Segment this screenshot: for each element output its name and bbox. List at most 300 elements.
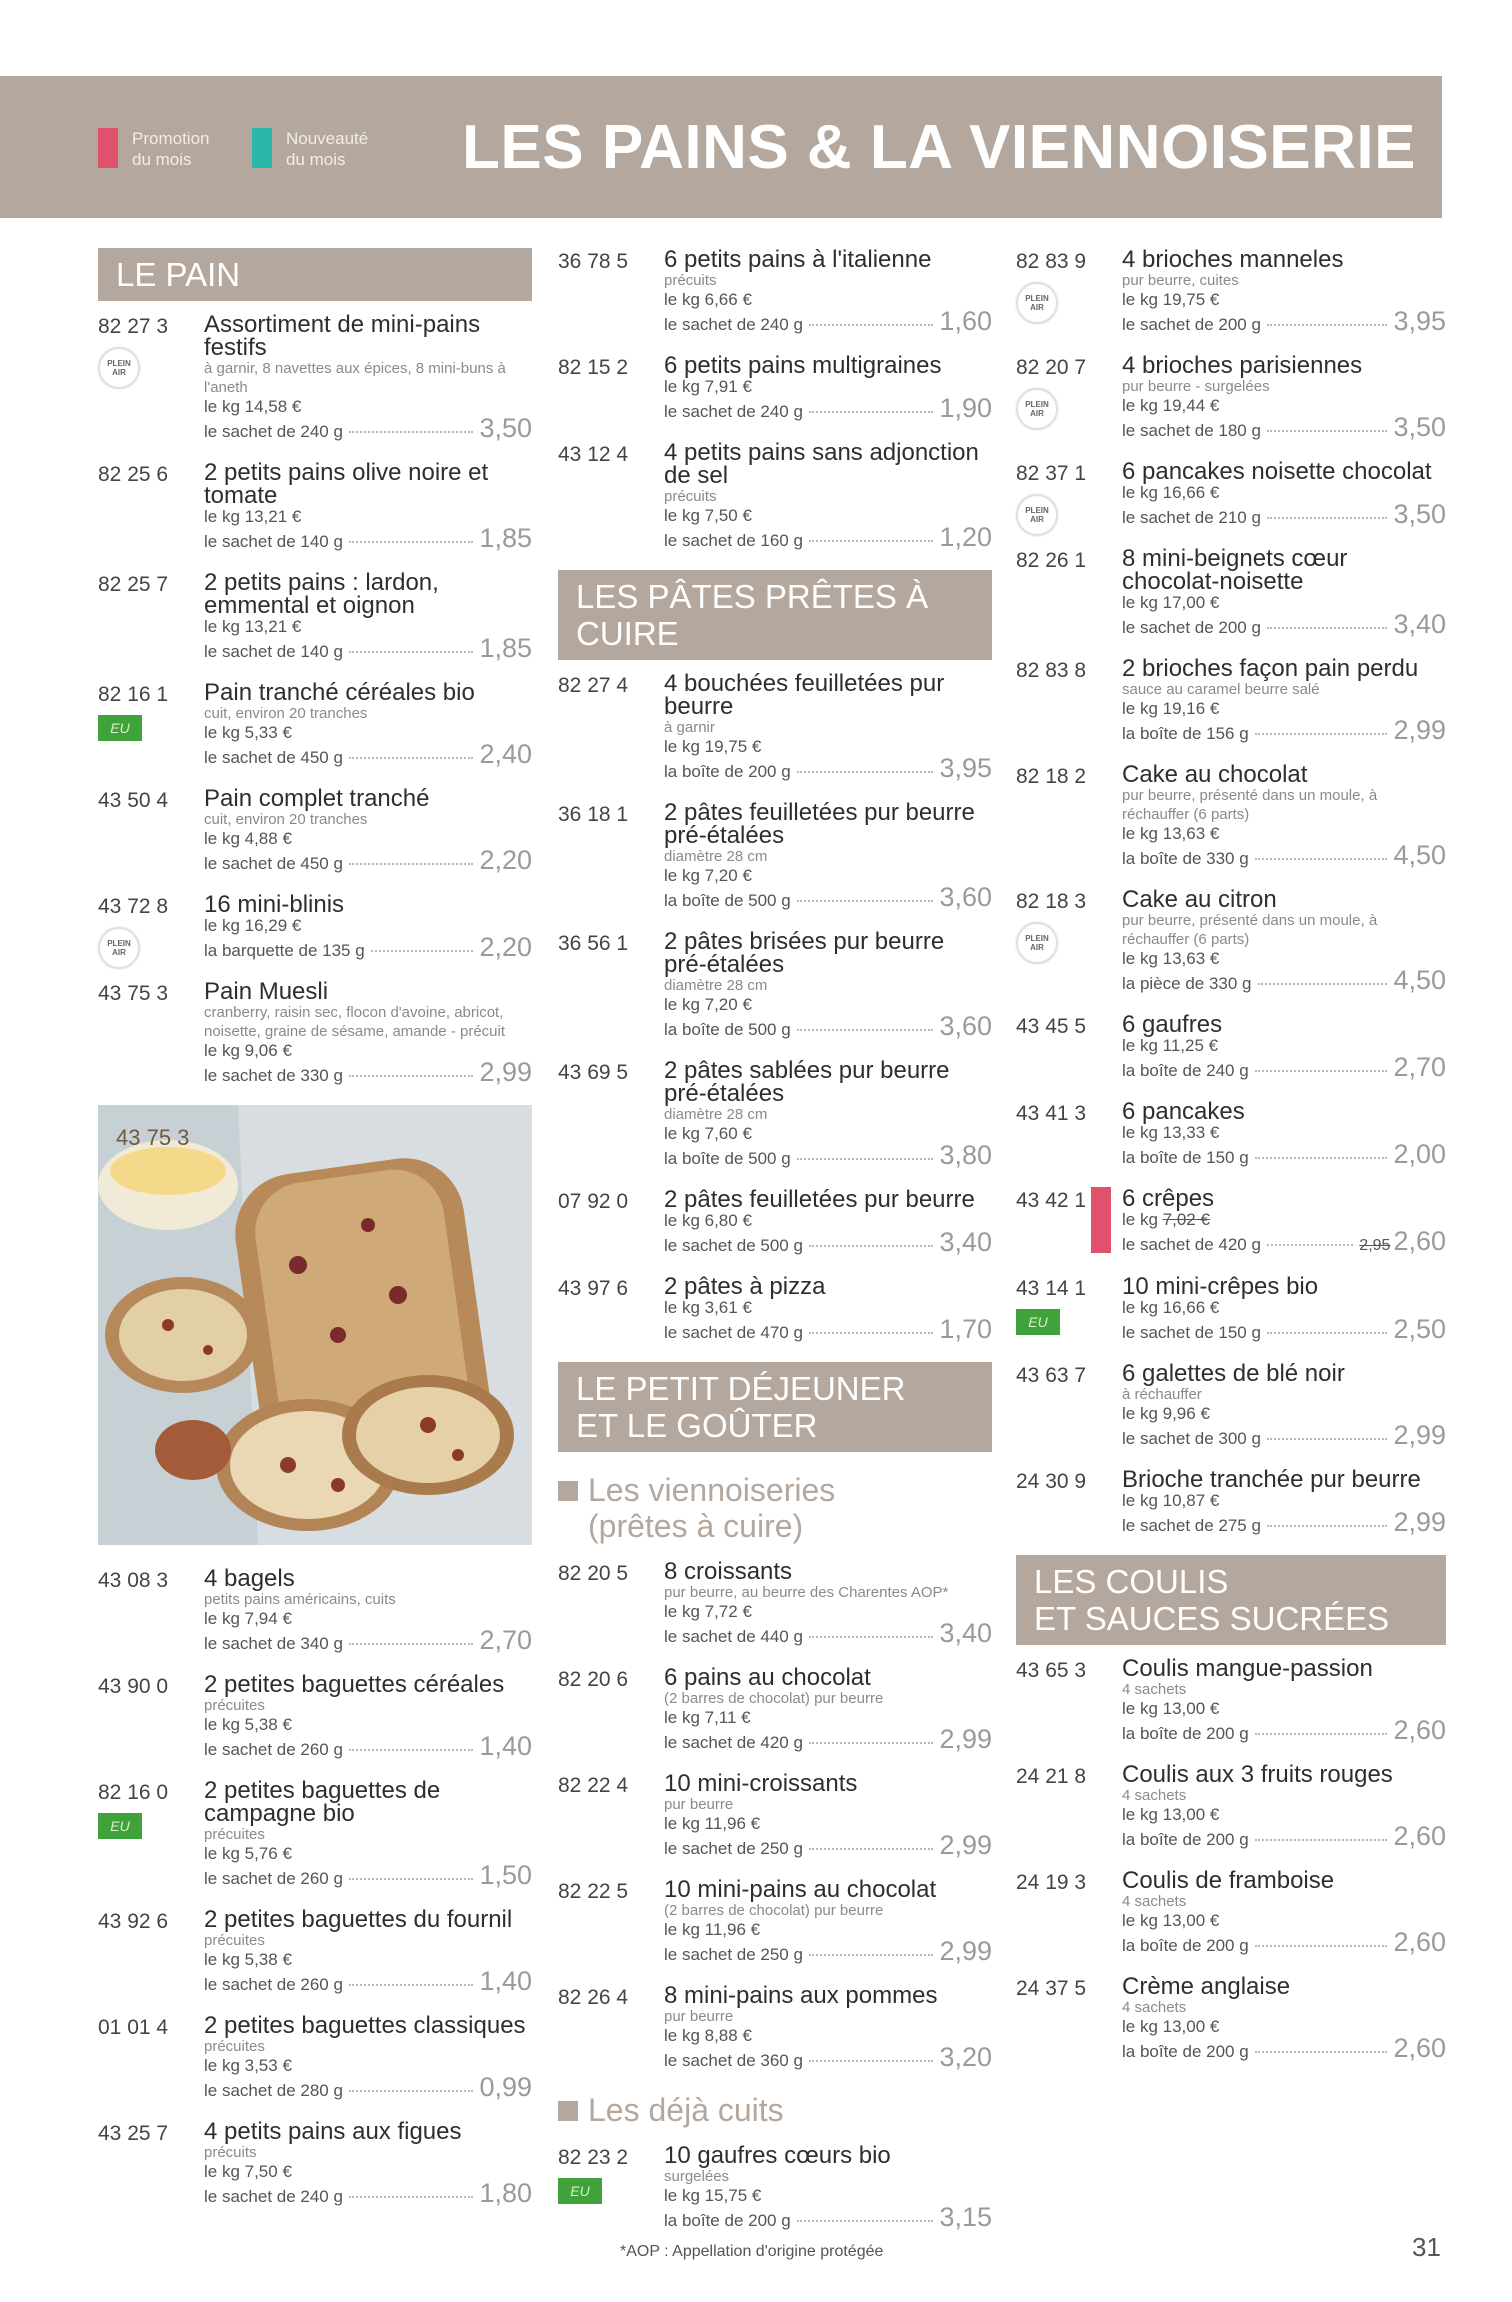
price-per-kg: le kg 7,50 €: [664, 506, 752, 525]
bio-label-text: EU: [570, 2183, 590, 2199]
price-row: [1122, 609, 1446, 639]
price-row: [204, 1625, 532, 1655]
product-price: 1,20: [939, 522, 992, 552]
old-price: 2,95: [1359, 1237, 1391, 1254]
baguettes-list: [98, 1567, 532, 2208]
product-description: diamètre 28 cm: [664, 1106, 768, 1123]
product-price: 2,40: [479, 739, 532, 769]
product-description: précuites: [204, 2038, 265, 2055]
price-row: [1122, 1052, 1446, 1082]
price-per-kg: le kg 13,21 €: [204, 617, 302, 636]
column-2: [558, 232, 992, 2250]
product-price: 1,50: [479, 1860, 532, 1890]
legend-nouveaute: [252, 128, 368, 170]
product-code: 82 20 7: [1016, 356, 1087, 379]
package-size: la barquette de 135 g: [204, 941, 365, 960]
dot-leader: [349, 541, 473, 543]
price-per-kg: le kg 19,44 €: [1122, 396, 1220, 415]
product-item: [558, 354, 992, 423]
price-row: [1122, 715, 1446, 745]
product-description: 4 sachets: [1122, 1999, 1187, 2016]
product-price: 3,40: [939, 1227, 992, 1257]
pates-list: [558, 672, 992, 1344]
product-description: précuites: [204, 1697, 265, 1714]
product-price: 2,20: [479, 845, 532, 875]
price-row: [664, 306, 992, 336]
price-row: [204, 739, 532, 769]
product-title: 2 petites baguettes classiques: [204, 2012, 526, 2039]
plein-air-text: PLEIN AIR: [1025, 506, 1049, 524]
price-per-kg: le kg 16,66 €: [1122, 483, 1220, 502]
package-size: le sachet de 250 g: [664, 1945, 803, 1964]
promotion-marker: [1091, 1187, 1111, 1253]
package-size: le sachet de 340 g: [204, 1634, 343, 1653]
product-description: cranberry, raisin sec, flocon d'avoine, abricot, noisette, graine de sésame, amande - précuit: [204, 1004, 506, 1040]
column-3: [1016, 232, 1446, 2081]
price-per-kg: le kg 6,66 €: [664, 290, 752, 309]
dot-leader: [349, 1749, 473, 1751]
product-item: [558, 1878, 992, 1966]
subsection-viennoiseries-line1: Les viennoiseries: [588, 1472, 836, 1508]
product-item: [1016, 888, 1446, 995]
product-item: [558, 2144, 992, 2232]
package-size: la boîte de 330 g: [1122, 849, 1249, 868]
product-code: 43 45 5: [1016, 1015, 1087, 1038]
product-code: 24 21 8: [1016, 1765, 1087, 1788]
dot-leader: [809, 411, 933, 413]
product-title: 8 mini-beignets cœur chocolat-noisette: [1122, 545, 1348, 595]
dot-leader: [1255, 1839, 1388, 1841]
coulis-list: [1016, 1657, 1446, 2063]
price-per-kg: le kg 17,00 €: [1122, 593, 1220, 612]
price-row: [664, 1227, 992, 1257]
product-description: à garnir: [664, 719, 715, 736]
product-item: [1016, 1468, 1446, 1537]
product-title: 2 petites baguettes céréales: [204, 1671, 505, 1698]
product-price: 2,99: [939, 1830, 992, 1860]
product-item: [1016, 354, 1446, 442]
price-per-kg: le kg 16,29 €: [204, 916, 302, 935]
product-code: 82 26 1: [1016, 549, 1087, 572]
dot-leader: [1267, 517, 1387, 519]
price-per-kg: le kg 5,76 €: [204, 1844, 292, 1863]
price-per-kg: le kg 7,91 €: [664, 377, 752, 396]
package-size: le sachet de 140 g: [204, 532, 343, 551]
product-item: [98, 571, 532, 663]
price-row: [204, 1860, 532, 1890]
product-title: 8 mini-pains aux pommes: [664, 1982, 938, 2009]
product-code: 82 25 7: [98, 573, 169, 596]
product-title: 2 pâtes sablées pur beurre pré-étalées: [664, 1057, 950, 1107]
product-title: 2 pâtes à pizza: [664, 1273, 826, 1300]
product-description: pur beurre, au beurre des Charentes AOP*: [664, 1584, 949, 1601]
page-number: 31: [1412, 2232, 1441, 2262]
product-title: 4 bagels: [204, 1565, 295, 1592]
legend-nouveaute-line2: du mois: [286, 150, 346, 169]
product-title: Coulis aux 3 fruits rouges: [1122, 1761, 1393, 1788]
product-title: 10 gaufres cœurs bio: [664, 2142, 891, 2169]
product-price: 2,99: [1393, 1507, 1446, 1537]
price-row: [204, 1057, 532, 1087]
product-title: 6 pains au chocolat: [664, 1664, 871, 1691]
price-per-kg: le kg 19,75 €: [1122, 290, 1220, 309]
dot-leader: [1267, 1332, 1387, 1334]
dot-leader: [349, 757, 473, 759]
product-item: [1016, 1763, 1446, 1851]
product-description: 4 sachets: [1122, 1893, 1187, 1910]
price-row: [664, 882, 992, 912]
product-code: 43 42 1: [1016, 1189, 1087, 1212]
price-per-kg: le kg 5,33 €: [204, 723, 292, 742]
price-per-kg: le kg 9,96 €: [1122, 1404, 1210, 1423]
product-price: 2,60: [1393, 1821, 1446, 1851]
product-code: 24 37 5: [1016, 1977, 1087, 2000]
price-row: [1122, 1420, 1446, 1450]
product-price: 1,40: [479, 1966, 532, 1996]
product-item: [98, 461, 532, 553]
package-size: le sachet de 160 g: [664, 531, 803, 550]
package-size: le sachet de 275 g: [1122, 1516, 1261, 1535]
product-price: 3,95: [1393, 306, 1446, 336]
product-code: 82 26 4: [558, 1986, 629, 2009]
product-title: 2 petits pains : lardon, emmental et oignon: [204, 569, 439, 619]
plein-air-icon: [1016, 282, 1058, 324]
product-description: (2 barres de chocolat) pur beurre: [664, 1690, 884, 1707]
dot-leader: [1267, 1244, 1353, 1246]
product-item: [98, 1908, 532, 1996]
product-code: 82 22 4: [558, 1774, 629, 1797]
package-size: le sachet de 150 g: [1122, 1323, 1261, 1342]
package-size: la boîte de 200 g: [664, 2211, 791, 2230]
plein-air-text: PLEIN AIR: [1025, 400, 1049, 418]
price-per-kg: le kg 13,00 €: [1122, 2017, 1220, 2036]
product-price: 2,99: [1393, 1420, 1446, 1450]
price-per-kg: le kg 13,63 €: [1122, 824, 1220, 843]
product-title: Assortiment de mini-pains festifs: [204, 311, 481, 361]
product-price: 3,40: [939, 1618, 992, 1648]
product-description: précuits: [664, 488, 717, 505]
product-description: 4 sachets: [1122, 1787, 1187, 1804]
package-size: le sachet de 210 g: [1122, 508, 1261, 527]
dot-leader: [349, 1643, 473, 1645]
product-code: 36 18 1: [558, 803, 629, 826]
price-row: [664, 522, 992, 552]
dot-leader: [1255, 858, 1388, 860]
dot-leader: [1255, 1157, 1388, 1159]
price-row: [664, 2202, 992, 2232]
product-price: 3,50: [1393, 499, 1446, 529]
price-per-kg: le kg 3,61 €: [664, 1298, 752, 1317]
page-header: [0, 76, 1442, 218]
section-coulis-line1: LES COULIS: [1034, 1563, 1229, 1600]
product-code: 43 97 6: [558, 1277, 629, 1300]
product-item: [558, 672, 992, 783]
price-row: [664, 393, 992, 423]
price-row: [1122, 1927, 1446, 1957]
product-title: 6 gaufres: [1122, 1011, 1223, 1038]
product-title: Cake au citron: [1122, 886, 1277, 913]
product-code: 43 41 3: [1016, 1102, 1087, 1125]
footnote-aop: *AOP : Appellation d'origine protégée: [620, 2243, 884, 2260]
dot-leader: [1267, 1438, 1387, 1440]
product-code: 36 78 5: [558, 250, 629, 273]
viennoiseries-list: [558, 1560, 992, 2072]
package-size: la boîte de 200 g: [1122, 2042, 1249, 2061]
product-code: 82 83 8: [1016, 659, 1087, 682]
price-per-kg: le kg 19,75 €: [664, 737, 762, 756]
price-row: [664, 1830, 992, 1860]
product-price: 3,95: [939, 753, 992, 783]
product-code: 43 63 7: [1016, 1364, 1087, 1387]
product-title: 2 pâtes feuilletées pur beurre pré-étalées: [664, 799, 975, 849]
product-description: diamètre 28 cm: [664, 848, 768, 865]
product-title: 6 crêpes: [1122, 1185, 1215, 1212]
product-description: pur beurre, présenté dans un moule, à réchauffer (6 parts): [1122, 787, 1378, 823]
product-title: Coulis de framboise: [1122, 1867, 1335, 1894]
product-title: 4 brioches parisiennes: [1122, 352, 1363, 379]
price-per-kg: le kg 13,00 €: [1122, 1805, 1220, 1824]
product-title: Pain Muesli: [204, 978, 329, 1005]
product-title: 2 petites baguettes du fournil: [204, 1906, 513, 1933]
package-size: la boîte de 200 g: [664, 762, 791, 781]
package-size: le sachet de 360 g: [664, 2051, 803, 2070]
product-item: [558, 801, 992, 912]
viennoiserie-sucree-list: [1016, 248, 1446, 1537]
package-size: le sachet de 470 g: [664, 1323, 803, 1342]
product-item: [1016, 1013, 1446, 1082]
price-row: [664, 1618, 992, 1648]
product-code: 43 50 4: [98, 789, 169, 812]
price-per-kg: le kg 13,21 €: [204, 507, 302, 526]
dot-leader: [371, 950, 474, 952]
product-title: 10 mini-pains au chocolat: [664, 1876, 937, 1903]
product-title: 6 galettes de blé noir: [1122, 1360, 1345, 1387]
section-coulis-line2: ET SAUCES SUCRÉES: [1034, 1600, 1390, 1637]
product-item: [98, 980, 532, 1087]
product-code: 43 92 6: [98, 1910, 169, 1933]
product-title: 6 pancakes: [1122, 1098, 1245, 1125]
package-size: le sachet de 260 g: [204, 1975, 343, 1994]
page-title: LES PAINS & LA VIENNOISERIE: [462, 113, 1416, 182]
dot-leader: [349, 431, 473, 433]
product-item: [98, 313, 532, 443]
price-row: [1122, 1314, 1446, 1344]
legend-promotion-line2: du mois: [132, 150, 192, 169]
product-description: précuites: [204, 1826, 265, 1843]
price-row: [664, 1011, 992, 1041]
product-code: 36 56 1: [558, 932, 629, 955]
price-row: [1122, 1507, 1446, 1537]
subsection-viennoiseries: [558, 1472, 992, 1544]
subsection-bullet-icon: [558, 2101, 578, 2121]
price-per-kg: le kg 4,88 €: [204, 829, 292, 848]
product-description: 4 sachets: [1122, 1681, 1187, 1698]
dot-leader: [349, 1878, 473, 1880]
bio-label-text: EU: [110, 720, 130, 736]
product-price: 3,80: [939, 1140, 992, 1170]
product-code: 07 92 0: [558, 1190, 629, 1213]
price-per-kg: le kg 19,16 €: [1122, 699, 1220, 718]
price-per-kg: le kg 6,80 €: [664, 1211, 752, 1230]
product-code: 82 18 2: [1016, 765, 1087, 788]
product-price: 2,60: [1393, 2033, 1446, 2063]
package-size: la boîte de 500 g: [664, 1020, 791, 1039]
product-title: 2 petites baguettes de campagne bio: [204, 1777, 441, 1827]
product-price: 1,85: [479, 633, 532, 663]
dot-leader: [809, 540, 933, 542]
price-per-kg: le kg 7,72 €: [664, 1602, 752, 1621]
price-per-kg: le kg 7,94 €: [204, 1609, 292, 1628]
price-per-kg: le kg 7,20 €: [664, 866, 752, 885]
price-row: [204, 633, 532, 663]
dot-leader: [1255, 1070, 1388, 1072]
product-item: [98, 1673, 532, 1761]
dot-leader: [349, 2090, 473, 2092]
dot-leader: [797, 2220, 934, 2222]
product-price: 2,70: [479, 1625, 532, 1655]
promotion-swatch: [98, 128, 118, 168]
product-price: 1,85: [479, 523, 532, 553]
product-title: 2 brioches façon pain perdu: [1122, 655, 1419, 682]
bread-photo-image: [98, 1105, 532, 1545]
product-title: Cake au chocolat: [1122, 761, 1308, 788]
package-size: la boîte de 200 g: [1122, 1936, 1249, 1955]
product-item: [558, 930, 992, 1041]
package-size: le sachet de 440 g: [664, 1627, 803, 1646]
product-code: 43 72 8: [98, 895, 169, 918]
product-price: 2,60: [1393, 1927, 1446, 1957]
product-code: 43 75 3: [98, 982, 169, 1005]
price-per-kg: le kg 14,58 €: [204, 397, 302, 416]
package-size: la boîte de 200 g: [1122, 1724, 1249, 1743]
product-title: 2 pâtes feuilletées pur beurre: [664, 1186, 975, 1213]
bio-label-icon: [558, 2178, 602, 2204]
dot-leader: [797, 1158, 934, 1160]
product-description: pur beurre: [664, 2008, 734, 2025]
product-item: [558, 1666, 992, 1754]
product-price: 0,99: [479, 2072, 532, 2102]
product-code: 82 37 1: [1016, 462, 1087, 485]
section-petit-dejeuner: [558, 1362, 992, 1452]
product-price: 2,70: [1393, 1052, 1446, 1082]
price-row: [204, 523, 532, 553]
product-code: 24 19 3: [1016, 1871, 1087, 1894]
product-title: 2 petits pains olive noire et tomate: [204, 459, 489, 509]
product-code: 43 25 7: [98, 2122, 169, 2145]
price-per-kg: le kg 3,53 €: [204, 2056, 292, 2075]
section-le-pain: LE PAIN: [98, 248, 532, 301]
plein-air-icon: [98, 347, 140, 389]
product-title: Coulis mangue-passion: [1122, 1655, 1373, 1682]
product-item: [1016, 1187, 1446, 1257]
price-row: [204, 932, 532, 962]
dot-leader: [349, 1984, 473, 1986]
product-code: 82 22 5: [558, 1880, 629, 1903]
dot-leader: [1258, 983, 1388, 985]
price-row: [1122, 499, 1446, 529]
product-title: 8 croissants: [664, 1558, 793, 1585]
subsection-deja-cuits: [558, 2092, 992, 2128]
plein-air-icon: [1016, 494, 1058, 536]
price-row: [1122, 306, 1446, 336]
price-per-kg: le kg 7,60 €: [664, 1124, 752, 1143]
price-row: [664, 753, 992, 783]
product-price: 2,99: [479, 1057, 532, 1087]
price-row: [664, 1314, 992, 1344]
plein-air-icon: [1016, 388, 1058, 430]
product-code: 43 65 3: [1016, 1659, 1087, 1682]
product-item: [1016, 1975, 1446, 2063]
dot-leader: [1267, 430, 1387, 432]
product-description: (2 barres de chocolat) pur beurre: [664, 1902, 884, 1919]
price-per-kg: le kg 13,00 €: [1122, 1911, 1220, 1930]
product-description: diamètre 28 cm: [664, 977, 768, 994]
product-title: 4 brioches manneles: [1122, 246, 1344, 273]
price-per-kg: le kg 15,75 €: [664, 2186, 762, 2205]
price-row: [1122, 1139, 1446, 1169]
product-price: 2,50: [1393, 1314, 1446, 1344]
product-description: à garnir, 8 navettes aux épices, 8 mini-buns à l'aneth: [204, 360, 506, 396]
product-price: 2,99: [939, 1724, 992, 1754]
package-size: le sachet de 280 g: [204, 2081, 343, 2100]
deja-cuits-list: [558, 2144, 992, 2232]
product-price: 3,20: [939, 2042, 992, 2072]
dot-leader: [1267, 1525, 1387, 1527]
product-description: pur beurre, présenté dans un moule, à réchauffer (6 parts): [1122, 912, 1378, 948]
product-title: 10 mini-croissants: [664, 1770, 858, 1797]
package-size: la boîte de 500 g: [664, 1149, 791, 1168]
price-per-kg: le kg 8,88 €: [664, 2026, 752, 2045]
subsection-viennoiseries-line2: (prêtes à cuire): [588, 1508, 804, 1544]
product-description: petits pains américains, cuits: [204, 1591, 396, 1608]
dot-leader: [1267, 627, 1387, 629]
package-size: la pièce de 330 g: [1122, 974, 1252, 993]
product-item: [1016, 763, 1446, 870]
price-row: [204, 1966, 532, 1996]
price-row: [1122, 2033, 1446, 2063]
subsection-bullet-icon: [558, 1481, 578, 1501]
section-coulis: [1016, 1555, 1446, 1645]
price-per-kg: le kg 16,66 €: [1122, 1298, 1220, 1317]
product-code: 82 23 2: [558, 2146, 629, 2169]
product-code: 43 90 0: [98, 1675, 169, 1698]
dot-leader: [809, 2060, 933, 2062]
price-per-kg: le kg 11,25 €: [1122, 1036, 1219, 1055]
product-code: 82 20 6: [558, 1668, 629, 1691]
le-pain-list: [98, 313, 532, 1087]
product-code: 43 08 3: [98, 1569, 169, 1592]
price-row: [204, 413, 532, 443]
package-size: le sachet de 240 g: [204, 422, 343, 441]
dot-leader: [797, 900, 934, 902]
product-price: 4,50: [1393, 965, 1446, 995]
product-price: 3,50: [479, 413, 532, 443]
package-size: le sachet de 450 g: [204, 748, 343, 767]
product-price: 3,50: [1393, 412, 1446, 442]
package-size: la boîte de 500 g: [664, 891, 791, 910]
product-item: [1016, 248, 1446, 336]
product-item: [558, 1772, 992, 1860]
product-description: précuits: [664, 272, 717, 289]
product-item: [1016, 1362, 1446, 1450]
price-per-kg: le kg 13,33 €: [1122, 1123, 1220, 1142]
product-item: [558, 1560, 992, 1648]
package-size: le sachet de 420 g: [664, 1733, 803, 1752]
product-item: [1016, 547, 1446, 639]
product-price: 1,80: [479, 2178, 532, 2208]
price-per-kg: le kg 11,96 €: [664, 1814, 761, 1833]
plein-air-text: PLEIN AIR: [1025, 294, 1049, 312]
